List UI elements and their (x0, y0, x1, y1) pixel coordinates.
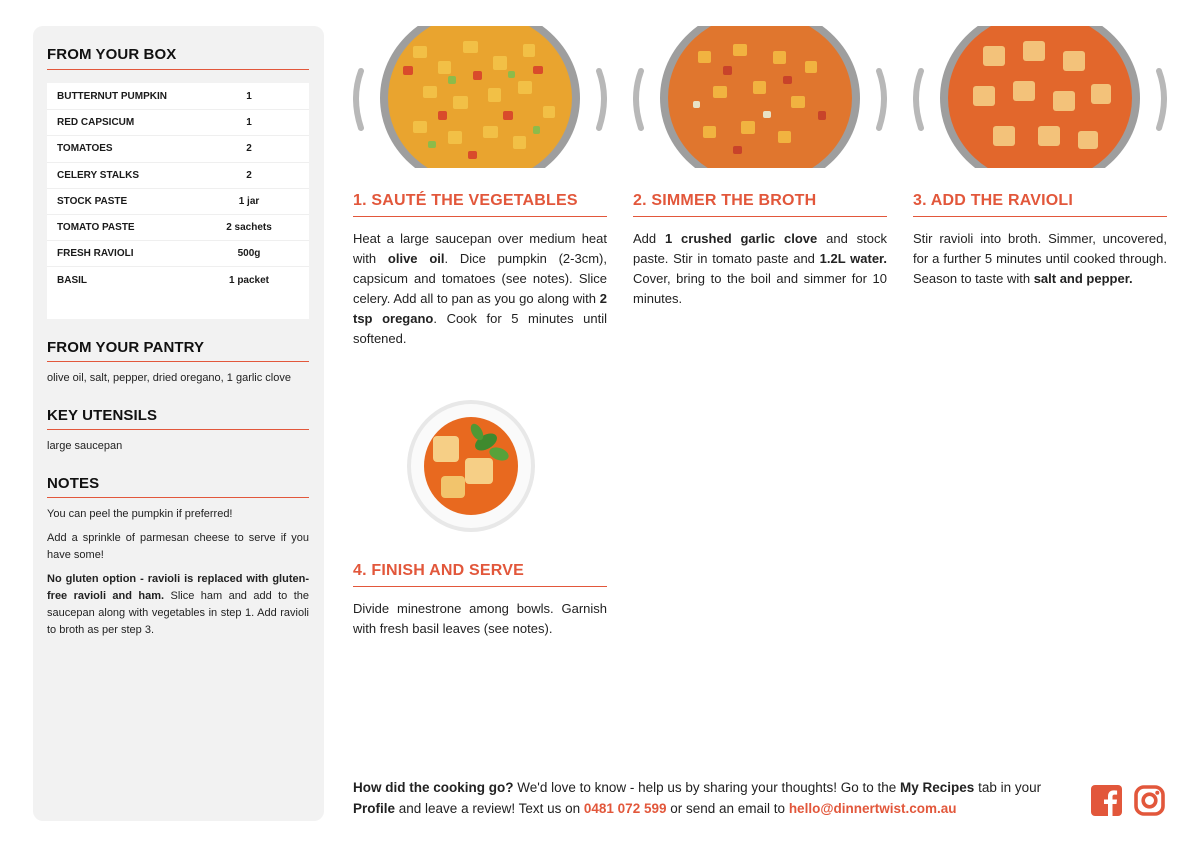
ingredient-qty: 1 (246, 91, 252, 103)
ingredient-row (47, 189, 309, 215)
ingredient-name: TOMATO PASTE (57, 222, 135, 234)
feedback-footer: How did the cooking go? We'd love to know - help us by sharing your thoughts! Go to the My Recipes tab in your Profile and leave a review! Text us on 0481 072 599 or send an email to hello@dinnertwist.com.au (353, 780, 1042, 816)
step-3-text: Stir ravioli into broth. Simmer, uncovered, for a further 5 minutes until cooked through. Season to taste with salt and pepper. (913, 231, 1167, 286)
step-2-text: Add 1 crushed garlic clove and stock paste. Stir in tomato paste and 1.2L water. Cover, bring to the boil and simmer for 10 minutes. (633, 231, 888, 306)
ingredient-row (47, 267, 309, 293)
ingredient-row (47, 215, 309, 241)
step-4-title: 4. FINISH AND SERVE (353, 562, 607, 587)
notes-section (47, 475, 309, 639)
step-3 (913, 26, 1167, 289)
step-2 (633, 26, 887, 309)
ingredient-name: RED CAPSICUM (57, 117, 135, 129)
ingredient-name: BASIL (57, 274, 87, 286)
step-2-title: 2. SIMMER THE BROTH (633, 192, 887, 217)
step-3-title: 3. ADD THE RAVIOLI (913, 192, 1167, 217)
footer-question: How did the cooking go? (353, 780, 514, 795)
step-1-title: 1. SAUTÉ THE VEGETABLES (353, 192, 607, 217)
ingredient-name: TOMATOES (57, 143, 113, 155)
step-1-text: Heat a large saucepan over medium heat with olive oil. Dice pumpkin (2-3cm), capsicum and tomatoes (see notes). Slice celery. Add all to pan as you go along with 2 tsp oregano. Cook for 5 minutes until softened. (353, 231, 607, 346)
ingredient-name: STOCK PASTE (57, 195, 128, 207)
my-recipes-link: My Recipes (900, 780, 975, 795)
utensils-title: KEY UTENSILS (47, 407, 309, 430)
ingredients-table (47, 83, 309, 319)
instagram-icon[interactable] (1134, 785, 1165, 821)
step-4 (353, 396, 607, 639)
ingredient-qty: 2 sachets (226, 222, 272, 234)
ingredient-row (47, 163, 309, 189)
ingredient-row (47, 241, 309, 267)
note-3-text: Slice ham and add to the saucepan along with vegetables in step 1. Add ravioli to broth as per step 3. (47, 590, 310, 636)
facebook-icon[interactable] (1091, 785, 1122, 821)
note-2: Add a sprinkle of parmesan cheese to serve if you have some! (47, 532, 309, 561)
step-4-text: Divide minestrone among bowls. Garnish with fresh basil leaves (see notes). (353, 601, 607, 636)
pantry-title: FROM YOUR PANTRY (47, 339, 309, 362)
step-1 (353, 26, 607, 349)
ingredient-qty: 1 (246, 117, 252, 129)
notes-title: NOTES (47, 475, 309, 498)
phone-link[interactable]: 0481 072 599 (583, 801, 667, 816)
ingredient-name: CELERY STALKS (57, 169, 140, 181)
ingredient-qty: 2 (246, 169, 252, 181)
note-3 (47, 571, 309, 639)
pantry-text: olive oil, salt, pepper, dried oregano, 1 garlic clove (47, 372, 291, 384)
step-2-photo (633, 26, 887, 168)
ingredient-row (47, 110, 309, 136)
ingredient-row (47, 136, 309, 162)
pantry-section (47, 339, 309, 387)
ingredient-name: BUTTERNUT PUMPKIN (57, 91, 167, 103)
ingredient-name: FRESH RAVIOLI (57, 248, 134, 260)
note-1: You can peel the pumpkin if preferred! (47, 508, 233, 520)
step-1-photo (353, 26, 607, 168)
ingredient-qty: 2 (246, 143, 252, 155)
box-title: FROM YOUR BOX (47, 46, 309, 70)
step-4-photo (353, 396, 607, 538)
utensils-text: large saucepan (47, 440, 123, 452)
email-link[interactable]: hello@dinnertwist.com.au (788, 801, 957, 816)
step-3-photo (913, 26, 1167, 168)
utensils-section (47, 407, 309, 455)
ingredient-qty: 500g (237, 248, 261, 260)
ingredient-row (47, 84, 309, 110)
ingredient-qty: 1 jar (238, 195, 260, 207)
ingredient-qty: 1 packet (228, 274, 270, 286)
note-3-bold: No gluten option - ravioli is replaced with gluten-free ravioli and ham. (47, 573, 309, 602)
profile-link: Profile (353, 801, 396, 816)
sidebar (33, 26, 324, 821)
